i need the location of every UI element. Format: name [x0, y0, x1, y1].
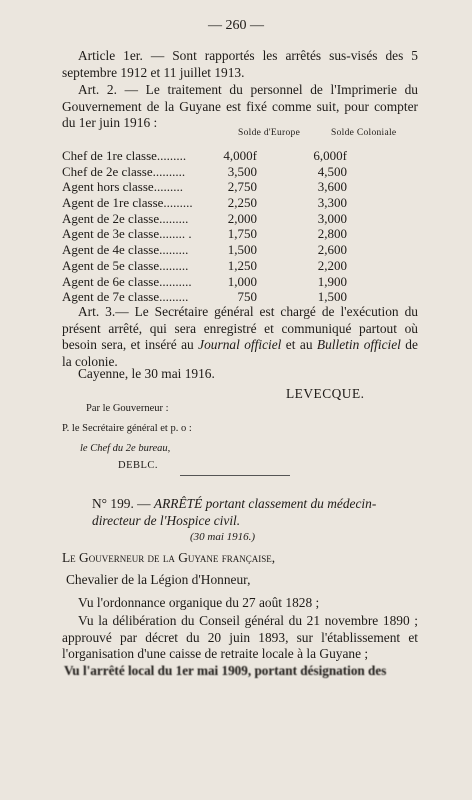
salary-row [62, 226, 422, 242]
vu-arrete-local: Vu l'arrêté local du 1er mai 1909, portant désignation des [64, 663, 387, 678]
chevalier-line: Chevalier de la Légion d'Honneur, [66, 572, 251, 587]
solde-coloniale-value: 6,000f [313, 148, 347, 163]
solde-europe-value: 1,500 [227, 242, 257, 258]
salary-row [62, 258, 422, 274]
salary-grade-label: Agent de 4e classe......... [62, 242, 189, 258]
place-date: Cayenne, le 30 mai 1916. [78, 366, 215, 381]
solde-coloniale-value: 4,500 [317, 163, 347, 179]
article-1: Article 1er. — Sont rapportés les arrêtés sus-visés des 5 septembre 1912 et 11 juillet 1913. [62, 48, 418, 80]
salary-grade-label: Agent de 1re classe......... [62, 195, 193, 211]
salary-grade-label: Agent de 7e classe......... [62, 289, 189, 305]
vu-ordonnance: Vu l'ordonnance organique du 27 août 1828 ; [78, 595, 320, 610]
gouverneur-line: Le Gouverneur de la Guyane française, [62, 550, 276, 565]
salary-grade-label: Chef de 2e classe.......... [62, 163, 186, 179]
salary-grade-label: Agent de 6e classe.......... [62, 273, 192, 289]
solde-coloniale-value: 3,000 [317, 210, 347, 226]
solde-europe-value: 4,000f [223, 148, 257, 163]
salary-row [62, 148, 422, 164]
article-3-text-3: de la colonie. [62, 337, 418, 369]
salary-row [62, 274, 422, 290]
solde-europe-value: 1,750 [227, 226, 257, 242]
solde-coloniale-value: 3,600 [317, 179, 347, 195]
arrete-heading [92, 495, 412, 529]
bulletin-officiel: Bulletin officiel [316, 337, 401, 352]
article-2: Art. 2. — Le traitement du personnel de l'Imprimerie du Gouvernement de la Guyane est fixé comme suit, pour compter du 1er juin 1916 : [62, 82, 418, 130]
signature-deblc: DEBLC. [118, 460, 159, 471]
secretaire-general: P. le Secrétaire général et p. o : [62, 423, 192, 434]
solde-europe-value: 2,750 [227, 179, 257, 195]
solde-europe-value: 2,000 [227, 210, 257, 226]
page-number: — 260 — [208, 18, 264, 33]
header-solde-coloniale: Solde Coloniale [331, 128, 397, 138]
article-3 [62, 304, 418, 370]
salary-grade-label: Agent de 2e classe......... [62, 210, 189, 226]
arrete-title: ARRÊTÉ portant classement du médecin-directeur de l'Hospice civil. [92, 496, 377, 528]
solde-europe-value: 750 [237, 289, 257, 305]
article-3-text-1: Art. 3.— Le Secrétaire général est chargé de l'exécution du présent arrêté, qui sera enregistré et communiqué partout où besoin sera, et inséré au [62, 304, 418, 352]
salary-row [62, 179, 422, 195]
solde-europe-value: 1,000 [227, 273, 257, 289]
salary-grade-label: Agent hors classe......... [62, 179, 183, 195]
section-divider [180, 475, 290, 476]
salary-table [62, 148, 422, 305]
vu-deliberation: Vu la délibération du Conseil général du 21 novembre 1890 ; approuvé par décret du 20 juin 1893, sur l'établissement et l'organisation d'une caisse de retraite locale à la Guyane ; [62, 613, 418, 661]
header-solde-europe: Solde d'Europe [238, 128, 301, 138]
salary-grade-label: Chef de 1re classe......... [62, 148, 187, 163]
arrete-date: (30 mai 1916.) [190, 531, 256, 543]
solde-coloniale-value: 2,600 [317, 242, 347, 258]
article-3-text-2: et au [281, 337, 317, 352]
salary-row [62, 289, 422, 305]
chef-du-bureau: le Chef du 2e bureau, [80, 443, 171, 454]
salary-row [62, 164, 422, 180]
solde-coloniale-value: 1,900 [317, 273, 347, 289]
salary-row [62, 211, 422, 227]
journal-officiel: Journal officiel [198, 337, 282, 352]
solde-coloniale-value: 2,800 [317, 226, 347, 242]
salary-grade-label: Agent de 5e classe......... [62, 257, 189, 273]
solde-coloniale-value: 2,200 [317, 257, 347, 273]
solde-coloniale-value: 3,300 [317, 195, 347, 211]
par-le-gouverneur: Par le Gouverneur : [86, 403, 169, 414]
salary-grade-label: Agent de 3e classe........ . [62, 226, 192, 242]
salary-row [62, 195, 422, 211]
signature-levecque: LEVECQUE. [286, 386, 365, 401]
solde-coloniale-value: 1,500 [317, 289, 347, 305]
arrete-number: N° 199. — [92, 496, 151, 511]
salary-row [62, 242, 422, 258]
solde-europe-value: 1,250 [227, 257, 257, 273]
solde-europe-value: 3,500 [227, 163, 257, 179]
solde-europe-value: 2,250 [227, 195, 257, 211]
